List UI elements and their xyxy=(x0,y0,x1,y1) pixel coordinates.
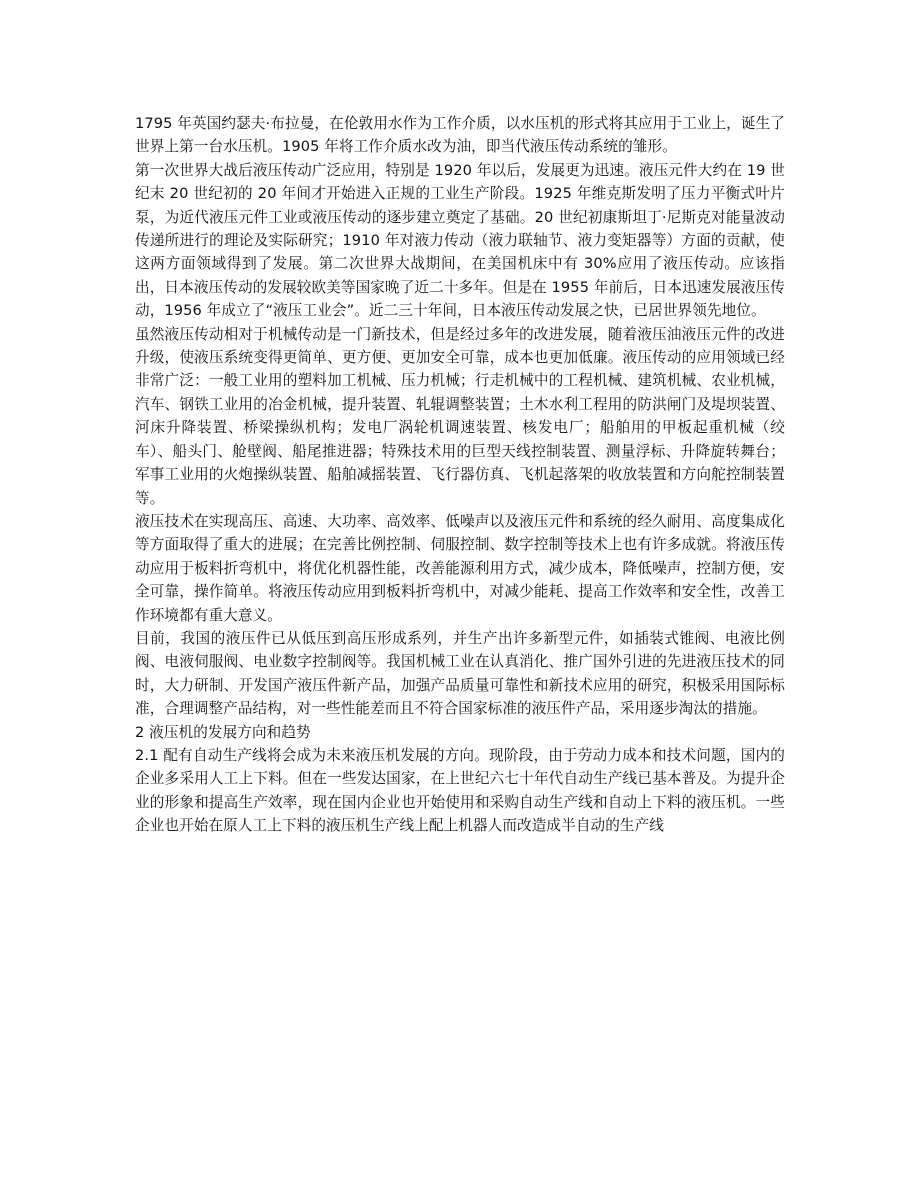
section-heading: 2 液压机的发展方向和趋势 xyxy=(135,723,311,741)
document-body xyxy=(135,112,785,838)
paragraph-history-origin: 1795 年英国约瑟夫·布拉曼，在伦敦用水作为工作介质，以水压机的形式将其应用于工业上，诞生了世界上第一台水压机。1905 年将工作介质水改为油，即当代液压传动系统的雏形。 xyxy=(135,115,785,156)
paragraph-technical-progress: 液压技术在实现高压、高速、大功率、高效率、低噪声以及液压元件和系统的经久耐用、高度集成化等方面取得了重大的进展；在完善比例控制、伺服控制、数字控制等技术上也有许多成就。将液压传动应用于板料折弯机中，将优化机器性能，改善能源利用方式，减少成本，降低噪声，控制方便，安全可靠，操作简单。将液压传动应用到板料折弯机中，对减少能耗、提高工作效率和安全性，改善工作环境都有重大意义。 xyxy=(135,512,785,624)
paragraph-history-development: 第一次世界大战后液压传动广泛应用，特别是 1920 年以后，发展更为迅速。液压元件大约在 19 世纪末 20 世纪初的 20 年间才开始进入正规的工业生产阶段。1925 年维克斯发明了压力平衡式叶片泵，为近代液压元件工业或液压传动的逐步建立奠定了基础。20 世纪初康斯坦丁·尼斯克对能量波动传递所进行的理论及实际研究；1910 年对液力传动（液力联轴节、液力变矩器等）方面的贡献，使这两方面领域得到了发展。第二次世界大战期间，在美国机床中有 30%应用了液压传动。应该指出，日本液压传动的发展较欧美等国家晚了近二十多年。但是在 1955 年前后，日本迅速发展液压传动，1956 年成立了“液压工业会”。近二三十年间，日本液压传动发展之快，已居世界领先地位。 xyxy=(135,161,785,320)
paragraph-section-2-1: 2.1 配有自动生产线将会成为未来液压机发展的方向。现阶段，由于劳动力成本和技术问题，国内的企业多采用人工上下料。但在一些发达国家，在上世纪六七十年代自动生产线已基本普及。为提升企业的形象和提高生产效率，现在国内企业也开始使用和采购自动生产线和自动上下料的液压机。一些企业也开始在原人工上下料的液压机生产线上配上机器人而改造成半自动的生产线 xyxy=(135,746,785,835)
paragraph-domestic-status: 目前，我国的液压件已从低压到高压形成系列，并生产出许多新型元件，如插装式锥阀、电液比例阀、电液伺服阀、电业数字控制阀等。我国机械工业在认真消化、推广国外引进的先进液压技术的同时，大力研制、开发国产液压件新产品，加强产品质量可靠性和新技术应用的研究，积极采用国际标准，合理调整产品结构，对一些性能差而且不符合国家标准的液压件产品，采用逐步淘汰的措施。 xyxy=(135,629,785,718)
paragraph-applications: 虽然液压传动相对于机械传动是一门新技术，但是经过多年的改进发展，随着液压油液压元件的改进升级，使液压系统变得更简单、更方便、更加安全可靠，成本也更加低廉。液压传动的应用领域已经非常广泛：一般工业用的塑料加工机械、压力机械；行走机械中的工程机械、建筑机械、农业机械，汽车、钢铁工业用的冶金机械，提升装置、轧辊调整装置；土木水利工程用的防洪闸门及堤坝装置、河床升降装置、桥梁操纵机构；发电厂涡轮机调速装置、核发电厂；船舶用的甲板起重机械（绞车）、船头门、舱壁阀、船尾推进器；特殊技术用的巨型天线控制装置、测量浮标、升降旋转舞台；军事工业用的火炮操纵装置、船舶减摇装置、飞行器仿真、飞机起落架的收放装置和方向舵控制装置等。 xyxy=(135,325,785,507)
